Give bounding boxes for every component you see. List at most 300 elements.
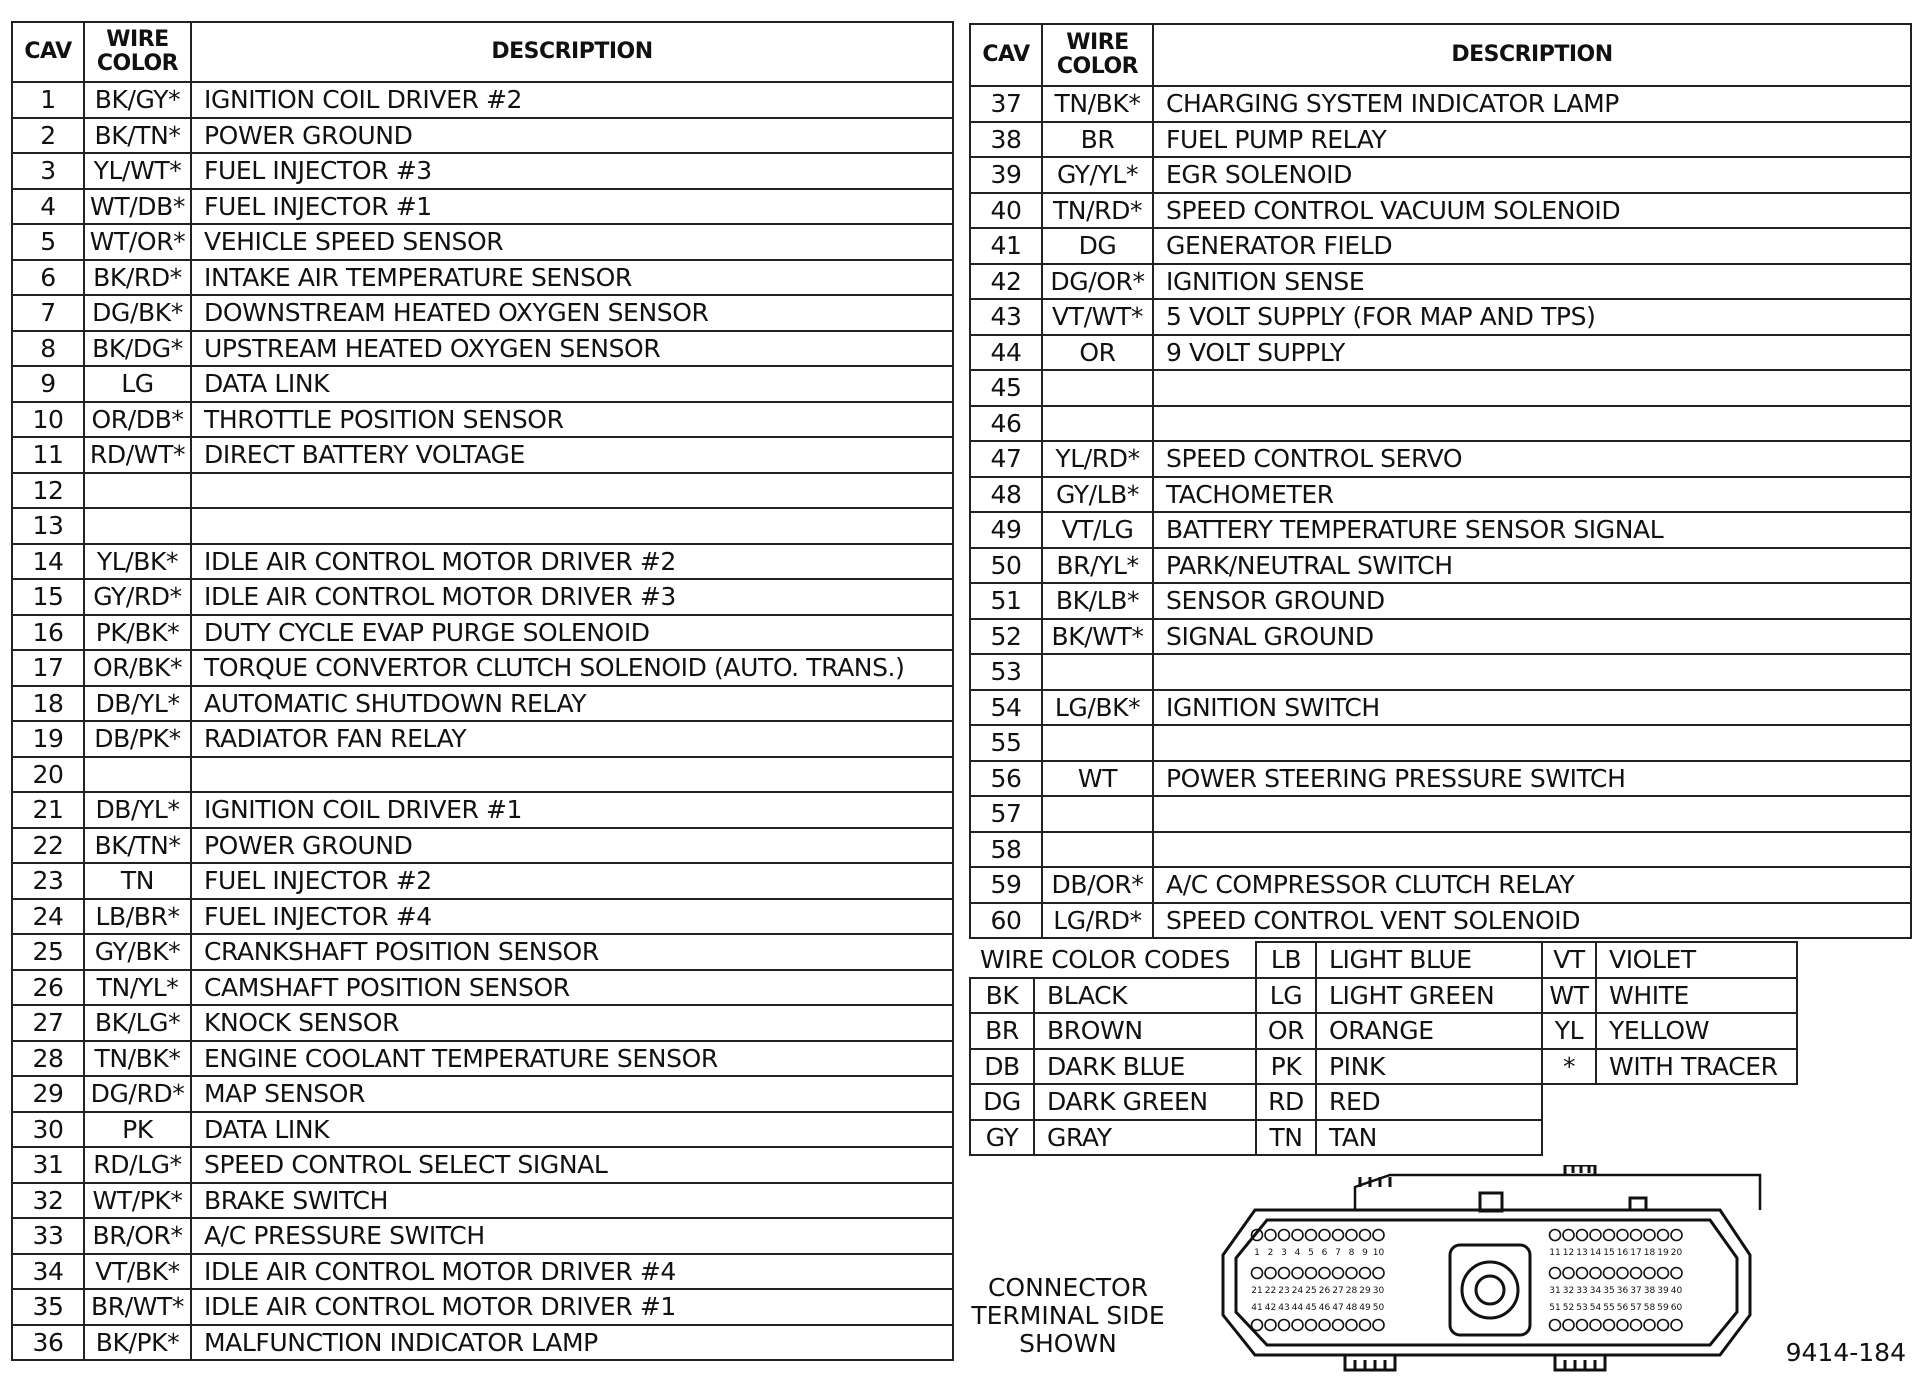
cav-cell: 9 [12,366,84,402]
connector-pin [1644,1230,1655,1241]
cav-header: CAV [970,24,1042,86]
table-row [970,157,1911,193]
wire-color-cell: WT [1042,761,1153,797]
connector-pin [1563,1230,1574,1241]
legend-code: LB [1256,942,1316,978]
connector-pin [1577,1320,1588,1331]
connector-pin [1617,1320,1628,1331]
connector-inner-outline [1236,1220,1737,1345]
description-cell: EGR SOLENOID [1153,157,1911,193]
connector-pin [1265,1320,1276,1331]
connector-pin-label: 28 [1345,1286,1358,1296]
connector-pin-label: 33 [1576,1286,1588,1296]
connector-pin-label: 5 [1308,1248,1314,1258]
wire-color-cell: VT/LG [1042,512,1153,548]
connector-pin-label: 25 [1305,1286,1317,1296]
legend-code: WT [1542,978,1596,1014]
table-row [12,828,953,864]
wire-color-cell: TN [84,863,191,899]
table-row [12,1183,953,1219]
wire-color-cell: PK [84,1112,191,1148]
description-cell: TORQUE CONVERTOR CLUTCH SOLENOID (AUTO. TRANS.) [191,650,953,686]
cav-cell: 54 [970,690,1042,726]
connector-pin [1319,1268,1330,1279]
wire-color-header: WIRE COLOR [1042,24,1153,86]
cav-cell: 29 [12,1076,84,1112]
description-cell: BRAKE SWITCH [191,1183,953,1219]
connector-pin-label: 46 [1318,1303,1331,1313]
cav-cell: 2 [12,118,84,154]
connector-pin-label: 54 [1589,1303,1602,1313]
description-cell: A/C PRESSURE SWITCH [191,1218,953,1254]
connector-pin-label: 53 [1576,1303,1588,1313]
table-row [12,863,953,899]
connector-pin [1373,1230,1384,1241]
connector-pin-label: 57 [1630,1303,1642,1313]
legend-name: WHITE [1596,978,1797,1014]
cav-cell: 55 [970,725,1042,761]
connector-pin-label: 55 [1603,1303,1615,1313]
connector-pin-label: 41 [1251,1303,1263,1313]
connector-pin-label: 32 [1562,1286,1575,1296]
cav-cell: 20 [12,757,84,793]
cav-cell: 38 [970,122,1042,158]
description-cell: PARK/NEUTRAL SWITCH [1153,548,1911,584]
description-cell: CRANKSHAFT POSITION SENSOR [191,934,953,970]
connector-pin [1590,1320,1601,1331]
wire-color-cell: TN/YL* [84,970,191,1006]
connector-pin-label: 12 [1562,1248,1575,1258]
legend-code: RD [1256,1084,1316,1120]
cav-cell: 31 [12,1147,84,1183]
wire-color-cell: DG/OR* [1042,264,1153,300]
cav-cell: 35 [12,1289,84,1325]
cav-cell: 53 [970,654,1042,690]
wire-color-cell: BR/OR* [84,1218,191,1254]
cav-cell: 13 [12,508,84,544]
legend-name: RED [1316,1084,1542,1120]
table-row [12,153,953,189]
cav-cell: 57 [970,796,1042,832]
table-row [12,189,953,225]
connector-pin-label: 40 [1670,1286,1683,1296]
description-cell: DIRECT BATTERY VOLTAGE [191,437,953,473]
connector-pin [1550,1230,1561,1241]
description-cell: MALFUNCTION INDICATOR LAMP [191,1325,953,1361]
description-cell: 5 VOLT SUPPLY (FOR MAP AND TPS) [1153,299,1911,335]
description-cell: ENGINE COOLANT TEMPERATURE SENSOR [191,1041,953,1077]
description-cell: A/C COMPRESSOR CLUTCH RELAY [1153,867,1911,903]
connector-pin-label: 29 [1359,1286,1371,1296]
connector-pin-label: 3 [1281,1248,1287,1258]
cav-cell: 39 [970,157,1042,193]
table-row [12,473,953,509]
connector-pin [1604,1268,1615,1279]
cav-cell: 7 [12,295,84,331]
wire-color-cell: RD/WT* [84,437,191,473]
description-cell: BATTERY TEMPERATURE SENSOR SIGNAL [1153,512,1911,548]
cav-cell: 25 [12,934,84,970]
connector-pin [1658,1320,1669,1331]
connector-pin-label: 24 [1291,1286,1304,1296]
description-cell: IGNITION SWITCH [1153,690,1911,726]
table-row [970,86,1911,122]
wire-color-cell: BK/TN* [84,118,191,154]
wire-color-cell: BK/TN* [84,828,191,864]
header-row [12,22,953,82]
connector-key-tab [1480,1193,1502,1211]
cav-cell: 52 [970,619,1042,655]
wire-color-cell: DG/BK* [84,295,191,331]
header-row [970,24,1911,86]
connector-pin [1319,1230,1330,1241]
cav-cell: 58 [970,832,1042,868]
table-row [12,615,953,651]
legend-name: GRAY [1034,1120,1256,1156]
wire-color-cell: GY/YL* [1042,157,1153,193]
table-row [970,725,1911,761]
table-row [12,544,953,580]
cav-cell: 23 [12,863,84,899]
connector-pin-label: 14 [1589,1248,1602,1258]
connector-pin-label: 48 [1345,1303,1358,1313]
connector-pin [1306,1230,1317,1241]
connector-pin [1360,1230,1371,1241]
table-row [12,1041,953,1077]
description-cell [191,508,953,544]
description-cell: CAMSHAFT POSITION SENSOR [191,970,953,1006]
description-cell: IGNITION COIL DRIVER #1 [191,792,953,828]
connector-pin [1292,1320,1303,1331]
table-row [970,867,1911,903]
description-cell: GENERATOR FIELD [1153,228,1911,264]
connector-pin [1333,1230,1344,1241]
wire-color-cell [84,473,191,509]
connector-bolt-inner [1476,1276,1504,1304]
wire-color-cell [1042,370,1153,406]
table-row [12,1076,953,1112]
description-header: DESCRIPTION [1153,24,1911,86]
connector-pin-label: 34 [1589,1286,1602,1296]
legend-code: VT [1542,942,1596,978]
table-row [12,224,953,260]
description-cell: IDLE AIR CONTROL MOTOR DRIVER #1 [191,1289,953,1325]
wire-color-cell: BK/GY* [84,82,191,118]
connector-pin [1550,1320,1561,1331]
pin-table-left [11,21,954,1361]
wire-color-cell: OR/BK* [84,650,191,686]
description-cell [1153,654,1911,690]
description-cell: FUEL INJECTOR #3 [191,153,953,189]
table-row [970,406,1911,442]
table-row [12,579,953,615]
description-cell [1153,370,1911,406]
table-row [12,366,953,402]
description-cell: FUEL INJECTOR #2 [191,863,953,899]
wire-color-cell: BK/LB* [1042,583,1153,619]
description-cell: UPSTREAM HEATED OXYGEN SENSOR [191,331,953,367]
connector-clip [1345,1355,1395,1370]
connector-pin [1252,1320,1263,1331]
description-cell: SPEED CONTROL SERVO [1153,441,1911,477]
connector-pin-label: 56 [1616,1303,1629,1313]
table-row [970,548,1911,584]
legend-name: TAN [1316,1120,1542,1156]
description-header: DESCRIPTION [191,22,953,82]
cav-cell: 4 [12,189,84,225]
cav-cell: 8 [12,331,84,367]
description-cell: DATA LINK [191,1112,953,1148]
connector-pin-label: 47 [1332,1303,1344,1313]
connector-pin [1292,1268,1303,1279]
cav-cell: 43 [970,299,1042,335]
connector-pin-label: 9 [1362,1248,1368,1258]
description-cell: IGNITION COIL DRIVER #2 [191,82,953,118]
table-row [970,832,1911,868]
table-row [12,1325,953,1361]
cav-cell: 33 [12,1218,84,1254]
table-row [970,654,1911,690]
connector-pin [1658,1268,1669,1279]
description-cell: DOWNSTREAM HEATED OXYGEN SENSOR [191,295,953,331]
legend-code: TN [1256,1120,1316,1156]
table-row [12,686,953,722]
wire-color-cell: YL/WT* [84,153,191,189]
cav-cell: 14 [12,544,84,580]
table-row [970,761,1911,797]
cav-cell: 50 [970,548,1042,584]
wire-color-cell: BK/PK* [84,1325,191,1361]
pin-table-right [969,23,1912,939]
description-cell: SPEED CONTROL VACUUM SOLENOID [1153,193,1911,229]
description-cell: TACHOMETER [1153,477,1911,513]
connector-pin [1279,1320,1290,1331]
cav-cell: 3 [12,153,84,189]
wire-color-cell: DB/OR* [1042,867,1153,903]
table-row [12,650,953,686]
legend-code: LG [1256,978,1316,1014]
cav-cell: 17 [12,650,84,686]
connector-pin [1306,1268,1317,1279]
connector-pin [1333,1268,1344,1279]
connector-pin-label: 18 [1643,1248,1656,1258]
wire-color-cell: GY/BK* [84,934,191,970]
description-cell [1153,796,1911,832]
legend-code: GY [970,1120,1034,1156]
cav-cell: 26 [12,970,84,1006]
wire-color-cell: BR [1042,122,1153,158]
description-cell: SIGNAL GROUND [1153,619,1911,655]
table-row [12,1218,953,1254]
legend-code: DB [970,1049,1034,1085]
legend-code: DG [970,1084,1034,1120]
legend-code: BK [970,978,1034,1014]
table-row [12,331,953,367]
cav-cell: 5 [12,224,84,260]
caption-line: TERMINAL SIDE [971,1301,1165,1330]
table-row [12,757,953,793]
connector-pin-label: 17 [1630,1248,1642,1258]
legend-name: BROWN [1034,1013,1256,1049]
table-row [12,792,953,828]
cav-cell: 1 [12,82,84,118]
connector-pin-label: 1 [1254,1248,1260,1258]
description-cell: FUEL PUMP RELAY [1153,122,1911,158]
table-row [970,264,1911,300]
table-row [12,970,953,1006]
connector-pin-label: 7 [1335,1248,1341,1258]
cav-cell: 42 [970,264,1042,300]
cav-cell: 47 [970,441,1042,477]
table-row [12,1005,953,1041]
wire-color-legend [969,941,1798,1156]
connector-pin-label: 11 [1549,1248,1561,1258]
description-cell: DUTY CYCLE EVAP PURGE SOLENOID [191,615,953,651]
table-row [970,228,1911,264]
table-row [12,1112,953,1148]
legend-title: WIRE COLOR CODES [970,942,1256,978]
connector-pin [1563,1268,1574,1279]
wire-color-cell: PK/BK* [84,615,191,651]
connector-pin [1252,1268,1263,1279]
connector-pin [1671,1230,1682,1241]
connector-pin-label: 42 [1264,1303,1277,1313]
connector-clip [1555,1355,1605,1370]
cav-cell: 51 [970,583,1042,619]
cav-cell: 10 [12,402,84,438]
connector-pin [1577,1268,1588,1279]
table-row [12,82,953,118]
connector-pin [1631,1230,1642,1241]
table-row [12,1254,953,1290]
table-row [12,508,953,544]
table-row [970,512,1911,548]
connector-pin [1279,1268,1290,1279]
legend-name: PINK [1316,1049,1542,1085]
cav-cell: 21 [12,792,84,828]
wire-color-cell: TN/RD* [1042,193,1153,229]
connector-pin [1265,1230,1276,1241]
table-row [970,619,1911,655]
connector-pin-label: 23 [1278,1286,1290,1296]
connector-pin [1577,1230,1588,1241]
connector-pin [1346,1320,1357,1331]
table-row [970,441,1911,477]
cav-cell: 15 [12,579,84,615]
connector-pin-label: 37 [1630,1286,1642,1296]
wire-color-cell: TN/BK* [84,1041,191,1077]
connector-pin-label: 4 [1294,1248,1301,1258]
connector-pin-label: 52 [1562,1303,1575,1313]
connector-pin-label: 13 [1576,1248,1588,1258]
wire-color-cell [1042,832,1153,868]
cav-cell: 19 [12,721,84,757]
connector-pin-label: 31 [1549,1286,1561,1296]
wire-color-cell: WT/OR* [84,224,191,260]
connector-pin [1360,1320,1371,1331]
connector-pin-label: 51 [1549,1303,1561,1313]
legend-code: BR [970,1013,1034,1049]
cav-cell: 22 [12,828,84,864]
table-row [12,295,953,331]
legend-code: YL [1542,1013,1596,1049]
description-cell: KNOCK SENSOR [191,1005,953,1041]
legend-name: VIOLET [1596,942,1797,978]
wire-color-cell: LG [84,366,191,402]
wire-color-cell: OR/DB* [84,402,191,438]
wire-color-cell [84,508,191,544]
connector-pin-label: 15 [1603,1248,1615,1258]
table-row [970,690,1911,726]
legend-name: LIGHT GREEN [1316,978,1542,1014]
connector-pin [1306,1320,1317,1331]
wire-color-cell: WT/DB* [84,189,191,225]
wire-color-cell: OR [1042,335,1153,371]
connector-pin-label: 30 [1372,1286,1385,1296]
table-row [12,437,953,473]
connector-pin [1671,1320,1682,1331]
cav-cell: 28 [12,1041,84,1077]
description-cell [191,473,953,509]
description-cell: MAP SENSOR [191,1076,953,1112]
connector-pin-label: 39 [1657,1286,1669,1296]
table-row [970,477,1911,513]
legend-code: OR [1256,1013,1316,1049]
connector-diagram [1215,1165,1765,1375]
description-cell: IGNITION SENSE [1153,264,1911,300]
connector-pin [1617,1268,1628,1279]
wire-color-cell [1042,654,1153,690]
cav-cell: 41 [970,228,1042,264]
connector-pin-label: 20 [1670,1248,1683,1258]
connector-pin-label: 22 [1264,1286,1277,1296]
connector-pin [1658,1230,1669,1241]
connector-pin [1333,1320,1344,1331]
connector-pin [1590,1268,1601,1279]
legend-name: YELLOW [1596,1013,1797,1049]
cav-cell: 6 [12,260,84,296]
cav-header: CAV [12,22,84,82]
connector-pin-label: 35 [1603,1286,1615,1296]
wire-color-cell: DB/YL* [84,686,191,722]
wire-color-cell [1042,725,1153,761]
table-row [970,335,1911,371]
wire-color-cell: VT/WT* [1042,299,1153,335]
wire-color-cell: BK/LG* [84,1005,191,1041]
description-cell: SENSOR GROUND [1153,583,1911,619]
description-cell [1153,406,1911,442]
wire-color-cell: BR/YL* [1042,548,1153,584]
table-row [970,370,1911,406]
wire-color-cell: BK/WT* [1042,619,1153,655]
connector-pin [1373,1268,1384,1279]
description-cell [1153,832,1911,868]
description-cell [1153,725,1911,761]
connector-pin [1563,1320,1574,1331]
cav-cell: 37 [970,86,1042,122]
caption-line: CONNECTOR [987,1273,1149,1302]
connector-pin-label: 21 [1251,1286,1263,1296]
wire-color-cell: DG/RD* [84,1076,191,1112]
cav-cell: 36 [12,1325,84,1361]
description-cell: IDLE AIR CONTROL MOTOR DRIVER #3 [191,579,953,615]
table-row [970,193,1911,229]
connector-pin [1644,1268,1655,1279]
connector-pin-label: 60 [1670,1303,1683,1313]
connector-pin-label: 16 [1616,1248,1629,1258]
connector-pin [1346,1230,1357,1241]
caption-line: SHOWN [1019,1329,1117,1358]
